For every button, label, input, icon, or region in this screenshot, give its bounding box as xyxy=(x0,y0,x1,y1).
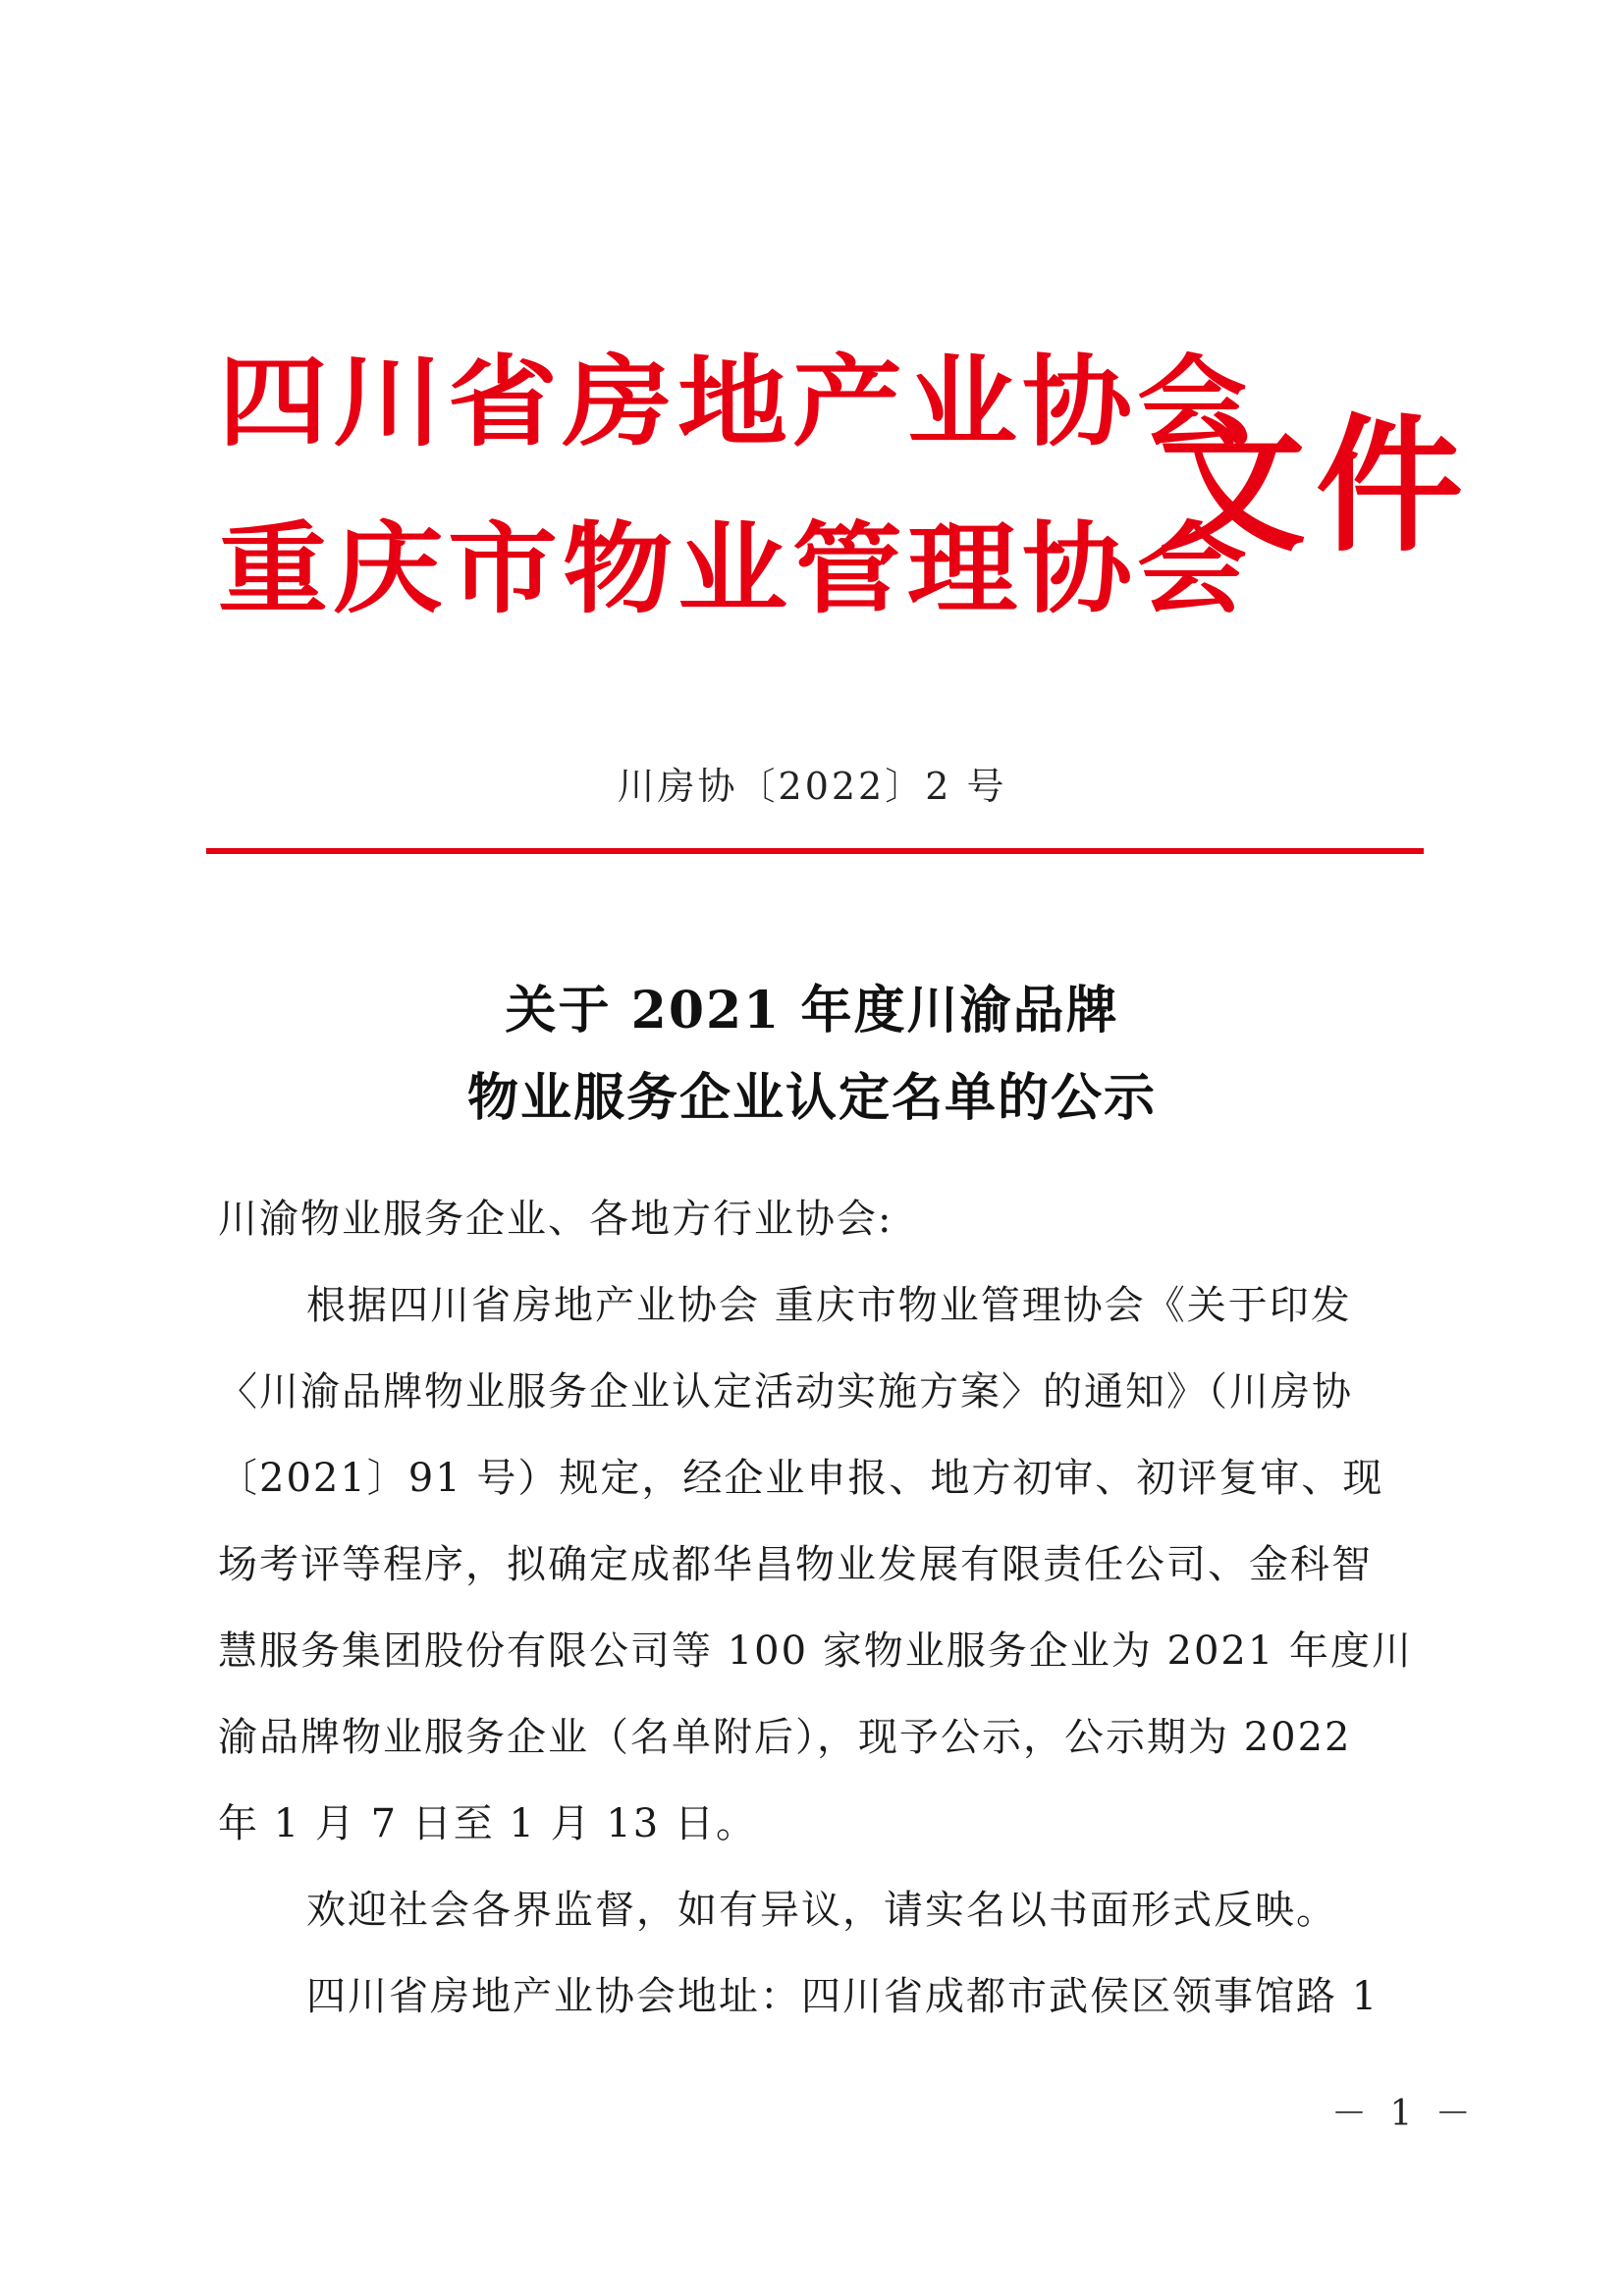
document-title-line-1: 关于 2021 年度川渝品牌 xyxy=(505,981,1119,1041)
page-number: － 1 － xyxy=(1331,2094,1477,2134)
document-title-line-2: 物业服务企业认定名单的公示 xyxy=(466,1068,1157,1128)
body-paragraph-line: 〈川渝品牌物业服务企业认定活动实施方案〉的通知》（川房协 xyxy=(218,1369,1353,1415)
issuer-org-sichuan: 四川省房地产业协会 xyxy=(218,345,1252,460)
body-paragraph-address: 四川省房地产业协会地址：四川省成都市武侯区领事馆路 1 xyxy=(306,1974,1380,2019)
body-paragraph-line: 〔2021〕91 号）规定，经企业申报、地方初审、初评复审、现 xyxy=(218,1456,1384,1501)
body-paragraph-line: 慧服务集团股份有限公司等 100 家物业服务企业为 2021 年度川 xyxy=(218,1629,1414,1674)
issuer-org-chongqing: 重庆市物业管理协会 xyxy=(218,511,1252,627)
red-divider-rule xyxy=(206,848,1424,854)
document-type-label: 文件 xyxy=(1159,400,1474,572)
salutation: 川渝物业服务企业、各地方行业协会: xyxy=(218,1197,893,1242)
body-paragraph-supervision: 欢迎社会各界监督，如有异议，请实名以书面形式反映。 xyxy=(306,1888,1337,1933)
body-paragraph-line: 根据四川省房地产业协会 重庆市物业管理协会《关于印发 xyxy=(306,1283,1352,1328)
body-paragraph-line: 场考评等程序，拟确定成都华昌物业发展有限责任公司、金科智 xyxy=(218,1542,1373,1587)
body-paragraph-line: 渝品牌物业服务企业（名单附后），现予公示，公示期为 2022 xyxy=(218,1715,1352,1760)
body-paragraph-line: 年 1 月 7 日至 1 月 13 日。 xyxy=(218,1801,757,1846)
document-number: 川房协〔2022〕2 号 xyxy=(617,765,1007,808)
